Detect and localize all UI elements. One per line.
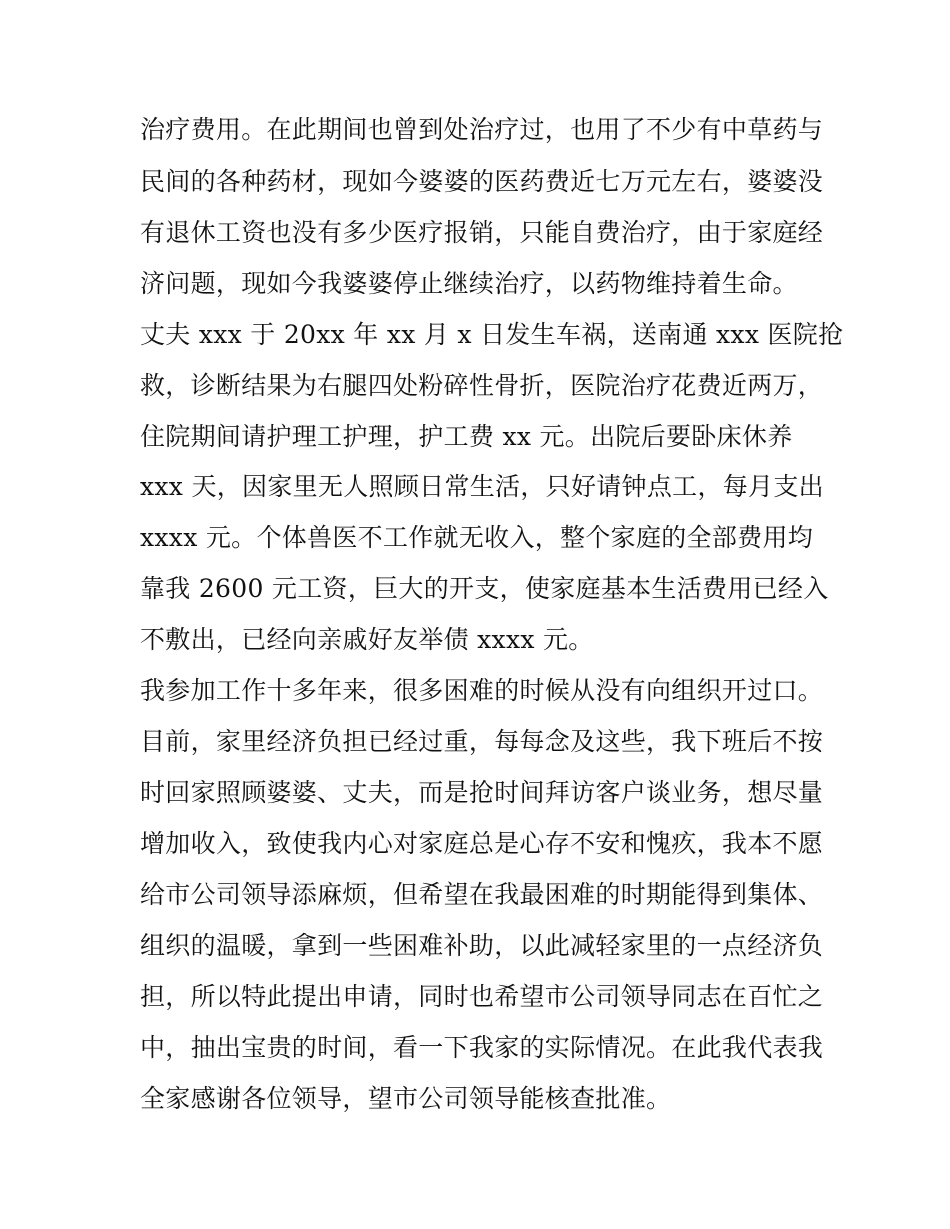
text-line: 担，所以特此提出申请，同时也希望市公司领导同志在百忙之 bbox=[140, 982, 824, 1011]
text-line: 靠我 2600 元工资，巨大的开支，使家庭基本生活费用已经入 bbox=[140, 574, 829, 603]
text-line: 住院期间请护理工护理，护工费 xx 元。出院后要卧床休养 bbox=[140, 422, 793, 451]
text-line: 救，诊断结果为右腿四处粉碎性骨折，医院治疗花费近两万， bbox=[140, 371, 824, 400]
text-line: 增加收入，致使我内心对家庭总是心存不安和愧疚，我本不愿 bbox=[140, 829, 824, 858]
text-line: 给市公司领导添麻烦，但希望在我最困难的时期能得到集体、 bbox=[140, 880, 824, 909]
text-line: 时回家照顾婆婆、丈夫，而是抢时间拜访客户谈业务，想尽量 bbox=[140, 778, 824, 807]
text-line: 我参加工作十多年来，很多困难的时候从没有向组织开过口。 bbox=[140, 676, 824, 705]
text-line: 有退休工资也没有多少医疗报销，只能自费治疗，由于家庭经 bbox=[140, 218, 824, 247]
text-line: 中，抽出宝贵的时间，看一下我家的实际情况。在此我代表我 bbox=[140, 1033, 824, 1062]
text-line: 济问题，现如今我婆婆停止继续治疗，以药物维持着生命。 bbox=[140, 269, 798, 298]
text-line: 目前，家里经济负担已经过重，每每念及这些，我下班后不按 bbox=[140, 727, 824, 756]
text-line: 民间的各种药材，现如今婆婆的医药费近七万元左右，婆婆没 bbox=[140, 167, 824, 196]
text-line: xxxx 元。个体兽医不工作就无收入，整个家庭的全部费用均 bbox=[140, 523, 814, 552]
text-line: xxx 天，因家里无人照顾日常生活，只好请钟点工，每月支出 bbox=[140, 472, 824, 501]
text-line: 全家感谢各位领导，望市公司领导能核查批准。 bbox=[140, 1084, 672, 1113]
text-line: 组织的温暖，拿到一些困难补助，以此减轻家里的一点经济负 bbox=[140, 931, 824, 960]
text-line: 丈夫 xxx 于 20xx 年 xx 月 x 日发生车祸，送南通 xxx 医院抢 bbox=[140, 320, 844, 349]
text-line: 治疗费用。在此期间也曾到处治疗过，也用了不少有中草药与 bbox=[140, 115, 824, 144]
text-line: 不敷出，已经向亲戚好友举债 xxxx 元。 bbox=[140, 625, 594, 654]
